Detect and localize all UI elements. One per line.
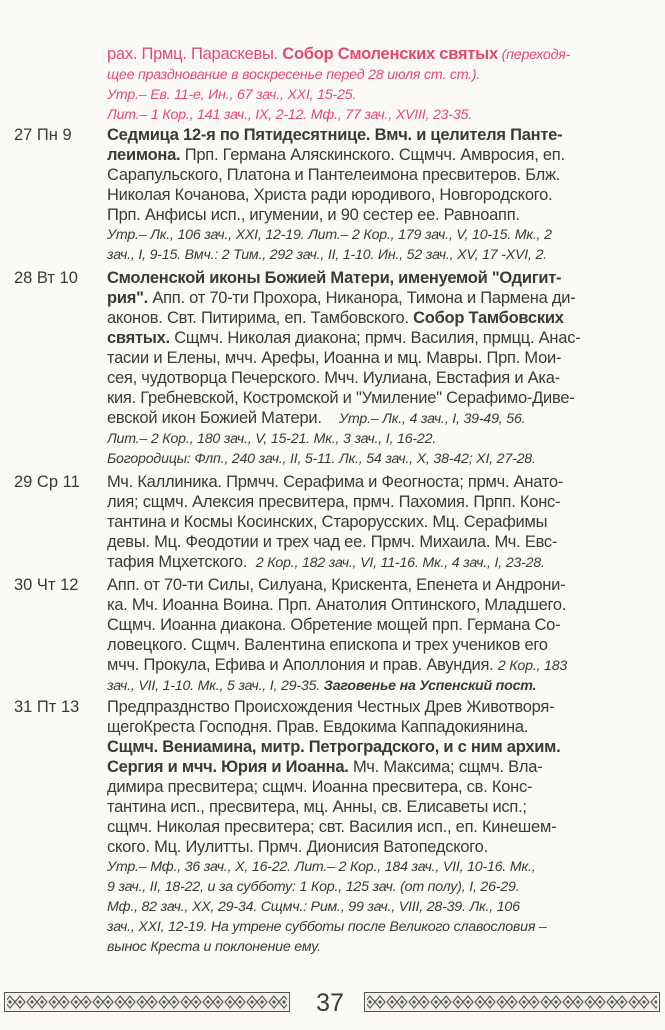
text-line: святых. Сщмч. Николая диакона; прмч. Василия, прмцц. Анас- <box>107 329 581 347</box>
text-line: сея, чудотворца Печерского. Мчч. Иулиана, Евстафия и Ака- <box>107 369 560 387</box>
text-line: рах. Прмц. Параскевы. Собор Смоленских святых (переходя- <box>107 45 571 63</box>
text-line: сщмч. Николая пресвитера; свт. Василия исп., еп. Кинешем- <box>107 818 557 836</box>
readings-line: Мф., 82 зач., XX, 29-34. Сщмч.: Рим., 99 зач., VIII, 28-39. Лк., 106 <box>107 899 520 915</box>
text-line: тафия Мцхетского. 2 Кор., 182 зач., VI, 11-16. Мк., 4 зач., I, 23-28. <box>107 553 545 571</box>
text-line: рия". Апп. от 70-ти Прохора, Никанора, Тимона и Пармена ди- <box>107 289 576 307</box>
text-line: Сарапульского, Платона и Пантелеимона пресвитеров. Блж. <box>107 166 561 184</box>
readings-line: зач., VII, 1-10. Мк., 5 зач., I, 29-35. Заговенье на Успенский пост. <box>107 678 537 694</box>
readings-line: зач., I, 9-15. Вмч.: 2 Тим., 292 зач., II, 1-10. Ин., 52 зач., XV, 17 -XVI, 2. <box>107 247 547 263</box>
text-line: ловецкого. Сщмч. Валентина епископа и трех учеников его <box>107 636 548 654</box>
text-line: евской икон Божией Матери. Утр.– Лк., 4 зач., I, 39-49, 56. <box>107 409 526 427</box>
readings-line: Богородицы: Флп., 240 зач., II, 5-11. Лк., 54 зач., X, 38-42; XI, 27-28. <box>107 451 536 467</box>
date-label: 31 Пт 13 <box>14 698 80 716</box>
text-line: тасии и Елены, мчч. Арефы, Иоанна и мц. Мавры. Прп. Мои- <box>107 349 562 367</box>
readings-line: Лит.– 2 Кор., 180 зач., V, 15-21. Мк., 3 зач., I, 16-22. <box>107 431 437 447</box>
text-line: тантина и Космы Косинских, Старорусских. Мц. Серафимы <box>107 513 548 531</box>
text-line: лия; сщмч. Алексия пресвитера, прмч. Пахомия. Прпп. Конс- <box>107 493 561 511</box>
date-label: 29 Ср 11 <box>14 473 80 491</box>
readings-line: вынос Креста и поклонение ему. <box>107 939 321 955</box>
text-line: Сергия и мчч. Юрия и Иоанна. Мч. Максима; сщмч. Вла- <box>107 758 543 776</box>
ornament-right-icon <box>364 992 660 1012</box>
text-line: Сщмч. Иоанна диакона. Обретение мощей прп. Германа Со- <box>107 616 561 634</box>
readings-line: 9 зач., II, 18-22, и за субботу: 1 Кор., 125 зач. (от полу), I, 26-29. <box>107 879 520 895</box>
text-line: тантина исп., пресвитера, мц. Анны, св. Елисаветы исп.; <box>107 798 527 816</box>
readings-line: Утр.– Ев. 11-е, Ин., 67 зач., XXI, 15-25. <box>107 87 357 103</box>
feast-title: Сщмч. Вениамина, митр. Петроградского, и с ним архим. <box>107 738 561 756</box>
fast-notice: Заговенье на Успенский пост. <box>323 678 537 694</box>
page-number: 37 <box>316 989 344 1017</box>
text-line: Прп. Анфисы исп., игумении, и 90 сестер ее. Равноапп. <box>107 206 520 224</box>
text-line: Мч. Каллиника. Прмчч. Серафима и Феогноста; прмч. Анато- <box>107 473 564 491</box>
text-line: Предпразднство Происхождения Честных Древ Животворя- <box>107 698 555 716</box>
text-line: Апп. от 70-ти Силы, Силуана, Крискента, Епенета и Андрони- <box>107 576 566 594</box>
text-line: Николая Кочанова, Христа ради юродивого, Новгородского. <box>107 186 553 204</box>
text-line: ка. Мч. Иоанна Воина. Прп. Анатолия Оптинского, Младшего. <box>107 596 567 614</box>
feast-title: Смоленской иконы Божией Матери, именуемой "Одигит- <box>107 269 562 287</box>
text-line: леимона. Прп. Германа Аляскинского. Сщмчч. Амвросия, еп. <box>107 146 565 164</box>
date-label: 28 Вт 10 <box>14 269 78 287</box>
page-footer <box>0 985 665 1021</box>
sobor-smolensk-title: Собор Смоленских святых <box>282 45 498 63</box>
text-line: щее празднование в воскресенье перед 28 июля ст. ст.). <box>107 67 481 83</box>
date-label: 30 Чт 12 <box>14 576 79 594</box>
readings-line: зач., XXI, 12-19. На утрене субботы после Великого славословия – <box>107 919 547 935</box>
text-line: кия. Гребневской, Костромской и "Умиление" Серафимо-Диве- <box>107 389 575 407</box>
readings-line: Утр.– Мф., 36 зач., X, 16-22. Лит.– 2 Кор., 184 зач., VII, 10-16. Мк., <box>107 859 536 875</box>
text-line: щегоКреста Господня. Прав. Евдокима Каппадокиянина. <box>107 718 529 736</box>
text-line: аконов. Свт. Питирима, еп. Тамбовского. Собор Тамбовских <box>107 309 564 327</box>
readings-line: Лит.– 1 Кор., 141 зач., IX, 2-12. Мф., 77 зач., XVIII, 23-35. <box>107 107 472 123</box>
text-line: мчч. Прокула, Ефива и Аполлония и прав. Авундия. 2 Кор., 183 <box>107 656 568 674</box>
text-line: девы. Мц. Феодотии и трех чад ее. Прмч. Михаила. Мч. Евс- <box>107 533 558 551</box>
date-label: 27 Пн 9 <box>14 126 72 144</box>
ornament-left-icon <box>4 992 290 1012</box>
readings-line: Утр.– Лк., 106 зач., XXI, 12-19. Лит.– 2 Кор., 179 зач., V, 10-15. Мк., 2 <box>107 227 552 243</box>
text-line: димира пресвитера; сщмч. Иоанна пресвитера, св. Конс- <box>107 778 533 796</box>
feast-title: Седмица 12-я по Пятидесятнице. Вмч. и целителя Панте- <box>107 126 563 144</box>
text-line: ского. Мц. Иулитты. Прмч. Дионисия Ватопедского. <box>107 838 488 856</box>
